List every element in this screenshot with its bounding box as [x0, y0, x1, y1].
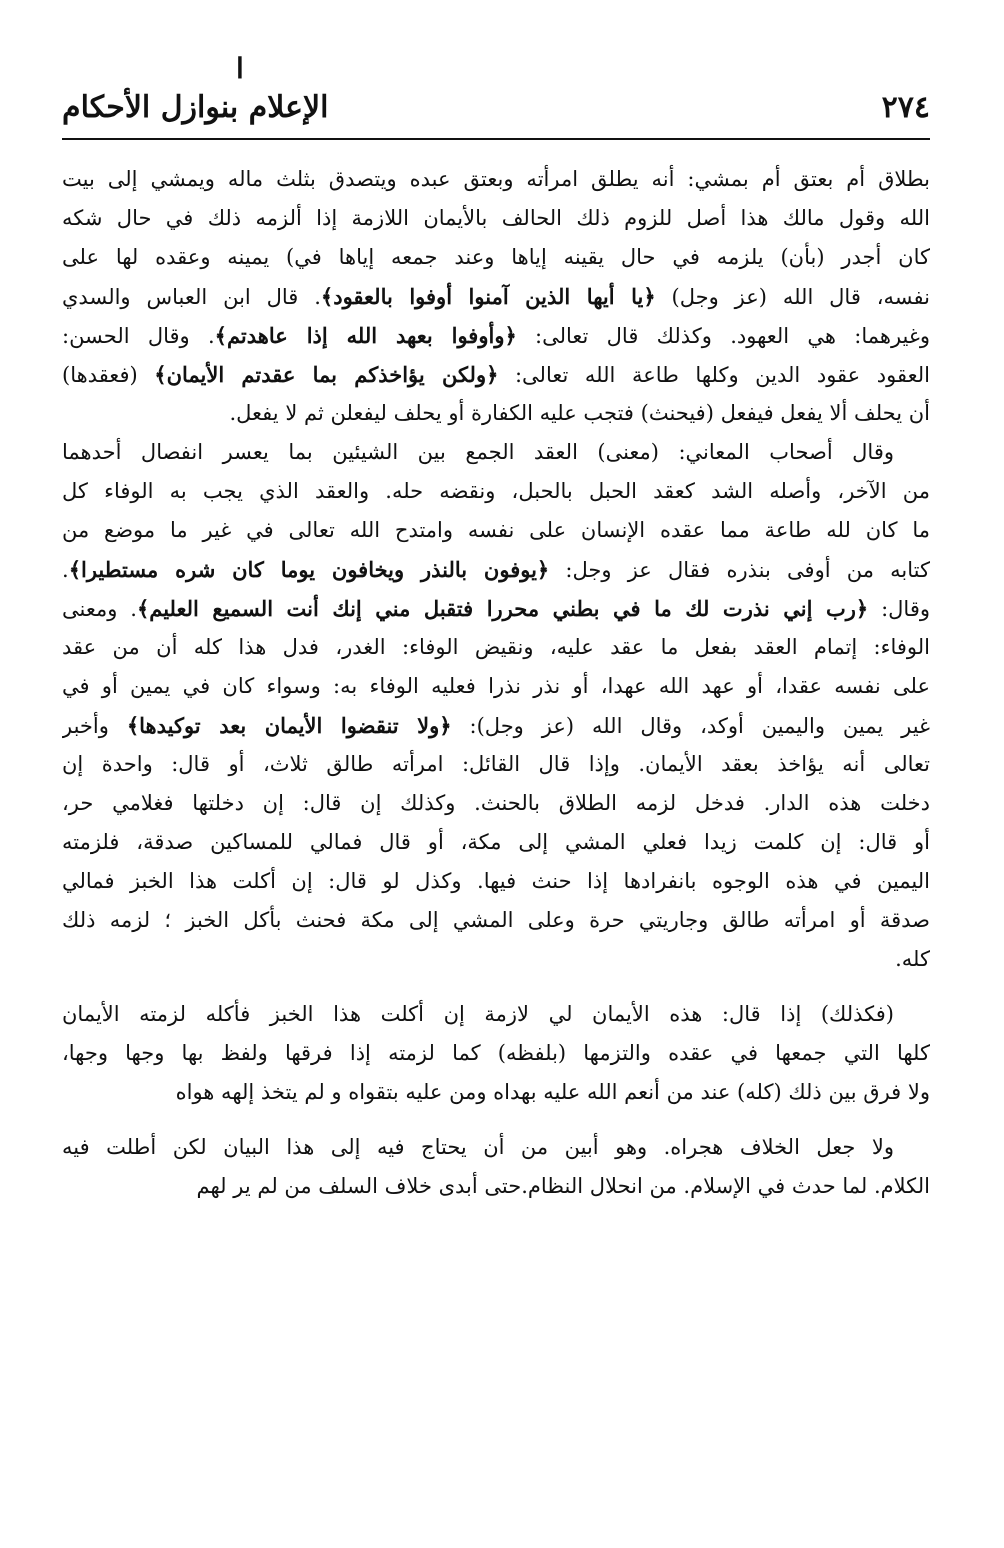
- text-line: اليمين في هذه الوجوه بانفرادها إذا حنث فيها. وكذل لو قال: إن أكلت هذا الخبز فمالي: [62, 869, 930, 893]
- text-line: دخلت هذه الدار. فدخل لزمه الطلاق بالحنث. وكذلك إن قال: إن دخلتها فغلامي حر،: [62, 791, 930, 815]
- text-line: تعالى أنه يؤاخذ بعقد الأيمان. وإذا قال القائل: امرأته طالق ثلاث، أو قال: واحدة إن: [62, 752, 930, 776]
- text-line: العقود عقود الدين وكلها طاعة الله تعالى: ﴿ولكن يؤاخذكم بما عقدتم الأيمان﴾ (فعقدها): [62, 362, 930, 387]
- text-line: على نفسه عقدا، أو عهد الله عهدا، أو نذر نذرا فعليه الوفاء به: وسواء كان في يمين أو في: [62, 674, 930, 698]
- text-line: أن يحلف ألا يفعل فيفعل (فيحنث) فتجب عليه الكفارة أو يحلف ليفعلن ثم لا يفعل.: [229, 401, 930, 425]
- text-line: غير يمين واليمين أوكد، وقال الله (عز وجل): ﴿ولا تنقضوا الأيمان بعد توكيدها﴾ وأخبر: [62, 713, 930, 738]
- text-line: وقال أصحاب المعاني: (معنى) العقد الجمع بين الشيئين بما يعسر انفصال أحدهما: [62, 440, 894, 464]
- text-line: الكلام. لما حدث في الإسلام. من انحلال النظام.حتى أبدى خلاف السلف من لم ير لهم: [196, 1174, 930, 1198]
- book-title: الإعلام بنوازل الأحكام: [62, 90, 329, 125]
- paragraph-gap: [62, 979, 930, 995]
- text-line: أو قال: إن كلمت زيدا فعلي المشي إلى مكة، أو قال فمالي للمساكين صدقة، فلزمته: [62, 830, 930, 854]
- page-body: [62, 160, 930, 1206]
- text-line: من الآخر، وأصله الشد كعقد الحبل بالحبل، ونقضه حله. والعقد الذي يجب به الوفاء كل: [62, 479, 930, 503]
- page-number: ٢٧٤: [881, 90, 930, 125]
- quranic-quote: ﴿ولكن يؤاخذكم بما عقدتم الأيمان﴾: [154, 362, 499, 387]
- text-line: كلها التي جمعها في عقده والتزمها (بلفظه) كما لزمته إذا فرقها ولفظ بها وجها وجها،: [62, 1041, 930, 1065]
- quranic-quote: ﴿يا أيها الذين آمنوا أوفوا بالعقود﴾: [320, 284, 656, 309]
- text-line: كتابه من أوفى بنذره فقال عز وجل: ﴿يوفون بالنذر ويخافون يوما كان شره مستطيرا﴾.: [62, 557, 930, 582]
- text-line: كله.: [895, 947, 930, 971]
- quranic-quote: ﴿يوفون بالنذر ويخافون يوما كان شره مستطيرا﴾: [68, 557, 550, 582]
- text-line: نفسه، قال الله (عز وجل) ﴿يا أيها الذين آمنوا أوفوا بالعقود﴾. قال ابن العباس والسدي: [62, 284, 930, 309]
- quranic-quote: ﴿رب إني نذرت لك ما في بطني محررا فتقبل مني إنك أنت السميع العليم﴾: [136, 596, 869, 621]
- text-line: صدقة أو امرأته طالق وجاريتي حرة وعلى المشي إلى مكة فحنث بأكل الخبز ؛ لزمه ذلك: [62, 908, 930, 932]
- paragraph: [62, 995, 930, 1112]
- paragraph: [62, 1128, 930, 1206]
- text-line: كان أجدر (بأن) يلزمه في حال يقينه إياها وعند جمعه إياها في) يمينه وعقده لها على: [62, 245, 930, 269]
- text-line: الوفاء: إتمام العقد بفعل ما عقد عليه، ونقيض الوفاء: الغدر، فدل هذا كله أن من عقد: [62, 635, 930, 659]
- text-line: ما كان لله طاعة مما عقده الإنسان على نفسه وامتدح الله تعالى في غير ما موضع من: [62, 518, 930, 542]
- text-line: ولا جعل الخلاف هجراه. وهو أبين من أن يحتاج فيه إلى هذا البيان لكن أطلت فيه: [62, 1135, 894, 1159]
- paragraph-gap: [62, 1112, 930, 1128]
- paragraph: [62, 160, 930, 433]
- text-line: ولا فرق بين ذلك (كله) عند من أنعم الله عليه بهداه ومن عليه بتقواه و لم يتخذ إلهه هواه: [175, 1080, 930, 1104]
- stray-mark: ا: [236, 52, 244, 85]
- quranic-quote: ﴿وأوفوا بعهد الله إذا عاهدتم﴾: [214, 323, 517, 348]
- text-line: وقال: ﴿رب إني نذرت لك ما في بطني محررا فتقبل مني إنك أنت السميع العليم﴾. ومعنى: [62, 596, 930, 621]
- text-line: (فكذلك) إذا قال: هذه الأيمان لي لازمة إن أكلت هذا الخبز فأكله لزمته الأيمان: [62, 1002, 894, 1026]
- paragraph: [62, 433, 930, 979]
- text-line: بطلاق أم بعتق أم بمشي: أنه يطلق امرأته وبعتق عبده ويتصدق بثلث ماله ويمشي إلى بيت: [62, 167, 930, 191]
- quranic-quote: ﴿ولا تنقضوا الأيمان بعد توكيدها﴾: [126, 713, 452, 738]
- text-line: الله وقول مالك هذا أصل للزوم ذلك الحالف بالأيمان اللازمة إذا ألزمه ذلك في حال شكه: [62, 206, 930, 230]
- header-rule: [62, 138, 930, 140]
- text-line: وغيرهما: هي العهود. وكذلك قال تعالى: ﴿وأوفوا بعهد الله إذا عاهدتم﴾. وقال الحسن:: [62, 323, 930, 348]
- page-header: [62, 86, 930, 130]
